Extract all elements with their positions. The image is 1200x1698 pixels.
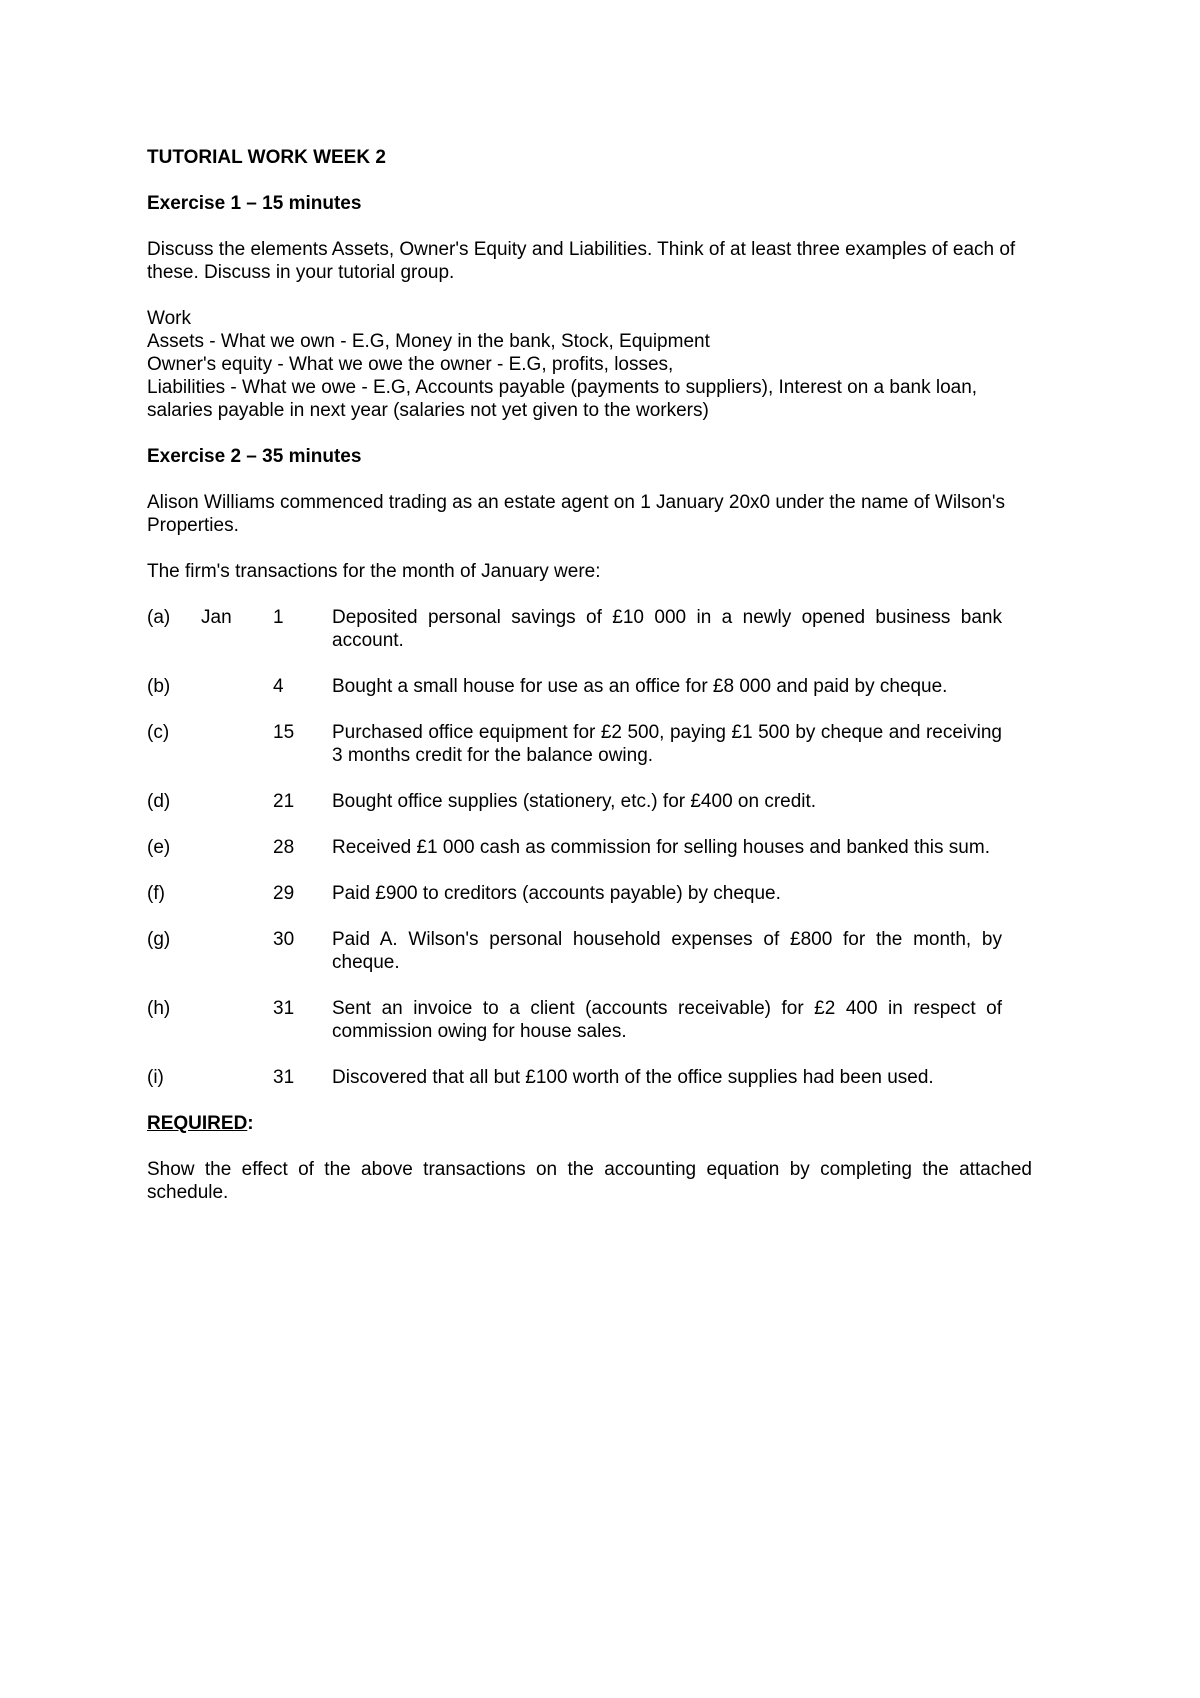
transaction-label: (f) xyxy=(147,883,165,904)
assets-line: Assets - What we own - E.G, Money in the bank, Stock, Equipment xyxy=(147,331,710,352)
transaction-item xyxy=(147,606,1032,652)
exercise-1-heading: Exercise 1 – 15 minutes xyxy=(147,193,362,214)
transaction-item xyxy=(147,1066,1032,1089)
work-label: Work xyxy=(147,308,191,329)
transaction-label: (e) xyxy=(147,837,171,858)
transactions-list xyxy=(147,606,1032,1089)
transaction-day: 31 xyxy=(273,998,295,1019)
transaction-month: Jan xyxy=(201,607,232,628)
transaction-month xyxy=(201,1066,273,1089)
page-title: TUTORIAL WORK WEEK 2 xyxy=(147,147,386,168)
transaction-label: (g) xyxy=(147,929,171,950)
transaction-day: 4 xyxy=(273,676,284,697)
required-label: REQUIRED xyxy=(147,1113,248,1134)
transaction-description: Paid A. Wilson's personal household expenses of £800 for the month, by cheque. xyxy=(332,929,1002,973)
transaction-month xyxy=(201,836,273,859)
transaction-description: Deposited personal savings of £10 000 in a newly opened business bank account. xyxy=(332,607,1002,651)
transaction-item xyxy=(147,790,1032,813)
transaction-description: Sent an invoice to a client (accounts receivable) for £2 400 in respect of commission owing for house sales. xyxy=(332,998,1002,1042)
transaction-description: Paid £900 to creditors (accounts payable) by cheque. xyxy=(332,883,781,904)
work-block xyxy=(147,307,1032,422)
transaction-item xyxy=(147,997,1032,1043)
transaction-day: 31 xyxy=(273,1067,295,1088)
transaction-month xyxy=(201,997,273,1043)
exercise-2-intro: Alison Williams commenced trading as an estate agent on 1 January 20x0 under the name of Wilson's Properties. xyxy=(147,492,1006,536)
transaction-item xyxy=(147,836,1032,859)
transaction-day: 1 xyxy=(273,607,284,628)
transaction-day: 28 xyxy=(273,837,295,858)
required-text: Show the effect of the above transactions on the accounting equation by completing the attached schedule. xyxy=(147,1159,1032,1203)
exercise-2-heading: Exercise 2 – 35 minutes xyxy=(147,446,362,467)
required-colon: : xyxy=(247,1113,254,1134)
document-content xyxy=(147,146,1032,1227)
transaction-label: (b) xyxy=(147,676,171,697)
transaction-label: (d) xyxy=(147,791,171,812)
transaction-description: Bought a small house for use as an office for £8 000 and paid by cheque. xyxy=(332,676,948,697)
transaction-item xyxy=(147,721,1032,767)
transaction-day: 15 xyxy=(273,722,295,743)
transaction-day: 30 xyxy=(273,929,295,950)
transaction-label: (c) xyxy=(147,722,170,743)
transaction-month xyxy=(201,675,273,698)
transaction-item xyxy=(147,675,1032,698)
equity-line: Owner's equity - What we owe the owner - E.G, profits, losses, xyxy=(147,354,674,375)
transaction-description: Received £1 000 cash as commission for selling houses and banked this sum. xyxy=(332,837,990,858)
transaction-day: 21 xyxy=(273,791,295,812)
transaction-month xyxy=(201,790,273,813)
transaction-month xyxy=(201,882,273,905)
transaction-description: Bought office supplies (stationery, etc.) for £400 on credit. xyxy=(332,791,817,812)
transaction-label: (a) xyxy=(147,607,171,628)
required-heading xyxy=(147,1112,1032,1135)
transaction-label: (i) xyxy=(147,1067,164,1088)
transactions-lead: The firm's transactions for the month of January were: xyxy=(147,561,601,582)
transaction-item xyxy=(147,928,1032,974)
transaction-month xyxy=(201,721,273,767)
transaction-item xyxy=(147,882,1032,905)
transaction-day: 29 xyxy=(273,883,295,904)
transaction-label: (h) xyxy=(147,998,171,1019)
exercise-1-intro: Discuss the elements Assets, Owner's Equity and Liabilities. Think of at least three examples of each of these. Discuss in your tutorial group. xyxy=(147,239,1016,283)
transaction-description: Purchased office equipment for £2 500, paying £1 500 by cheque and receiving 3 months credit for the balance owing. xyxy=(332,722,1002,766)
transaction-description: Discovered that all but £100 worth of the office supplies had been used. xyxy=(332,1067,934,1088)
transaction-month xyxy=(201,928,273,974)
liabilities-line: Liabilities - What we owe - E.G, Accounts payable (payments to suppliers), Interest on a bank loan, salaries payable in next year (salaries not yet given to the workers) xyxy=(147,377,978,421)
